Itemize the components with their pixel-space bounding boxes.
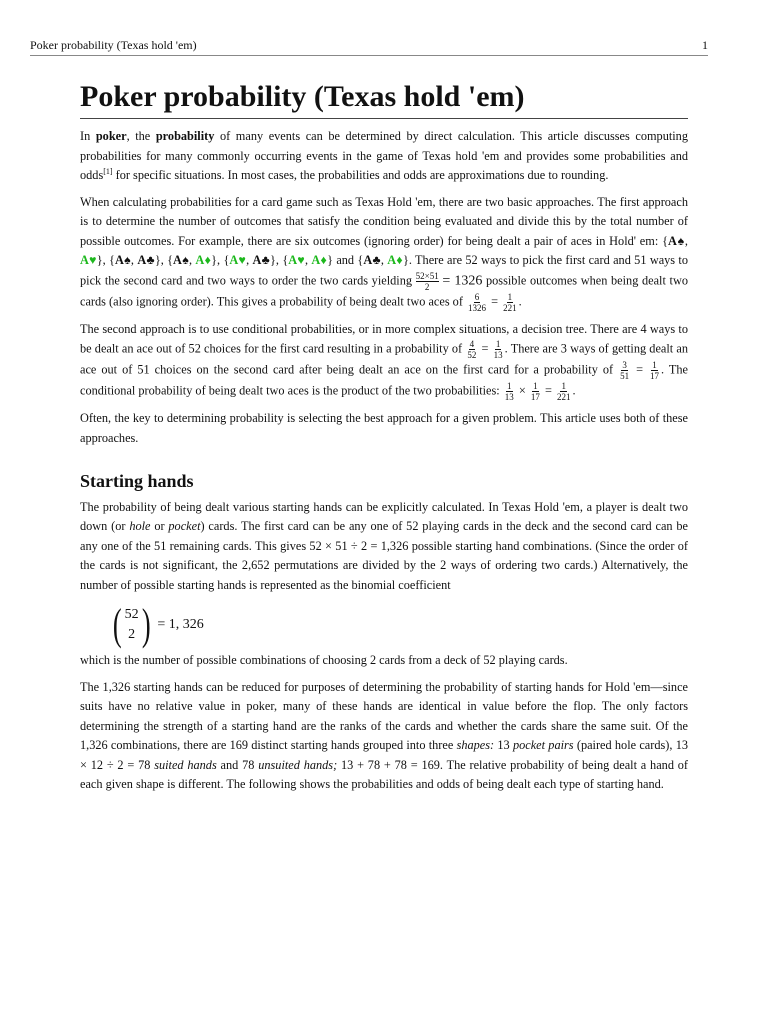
ace-pair: {A♥, A♦} bbox=[282, 253, 333, 267]
fraction: $\frac{1}{17}$ bbox=[530, 381, 540, 402]
fraction: $\frac{3}{51}$ bbox=[620, 360, 630, 381]
fraction: $\frac{4}{52}$ bbox=[467, 339, 477, 360]
ace-pair: {A♠, A♣} bbox=[109, 253, 161, 267]
ace-pair: {A♠, A♦} bbox=[167, 253, 218, 267]
fraction: $\frac{1}{13}$ bbox=[493, 339, 503, 360]
binomial-stack: 52 2 bbox=[124, 607, 139, 642]
binomial-coefficient bbox=[110, 600, 688, 649]
reference-1[interactable]: [1] bbox=[103, 166, 113, 176]
key-paragraph: Often, the key to determining probability is selecting the best approach for a given problem. This article uses both of these approaches. bbox=[80, 411, 688, 445]
ace-pair: {A♥, A♣} bbox=[223, 253, 276, 267]
fraction: $\frac{1}{13}$ bbox=[504, 381, 514, 402]
page-title: Poker probability (Texas hold 'em) bbox=[80, 80, 525, 113]
intro-paragraph: In poker, the probability of many events can be determined by direct calculation. This article discusses computing probabilities for many commonly occurring events in the game of Texas hold 'em and provides some probabilities and odds[1] for specific situations. In most cases, the probabilities and odds are approximations due to rounding. bbox=[80, 129, 688, 182]
fraction: $\frac{1}{221}$ bbox=[503, 291, 517, 313]
right-paren: ) bbox=[141, 600, 151, 649]
fraction: $\frac{1}{17}$ bbox=[650, 360, 660, 381]
starting-hands-paragraph: The probability of being dealt various starting hands can be explicitly calculated. In Texas Hold 'em, a player is dealt two down (or hole or pocket) cards. The first card can be any one of 52 playing cards in the deck and the second card can be any one of the 51 remaining cards. This gives 52 × 51 ÷ 2 = 1,326 possible starting hand combinations. (Since the order of the cards is not significant, the 2,652 permutations are divided by the 2 ways of ordering two cards.) Alternatively, the number of possible starting hands is represented as the binomial coefficient bbox=[80, 499, 688, 592]
left-paren: ( bbox=[112, 600, 122, 649]
running-header bbox=[30, 38, 708, 54]
probability-link[interactable]: probability bbox=[155, 129, 215, 143]
fraction: $\frac{1}{221}$ bbox=[556, 381, 571, 402]
page-number: 1 bbox=[702, 38, 708, 52]
section-heading-starting-hands: Starting hands bbox=[80, 471, 194, 491]
approach-paragraph: When calculating probabilities for a card game such as Texas Hold 'em, there are two basic approaches. The first approach is to determine the number of outcomes that satisfy the condition being evaluated and divide this by the total number of possible outcomes. For example, there are six outcomes (ignoring order) for being dealt a pair of aces in Hold' em: {A♠, A♥}, {A♠, A♣}, {A♠, A♦}, {A♥, A♣}, {A♥, A♦} and {A♣, A♦}. There are 52 ways to pick the first card and 51 ways to pick the second card and two ways to order the two cards yielding $\frac{52\times 51}{2}$ = 1326 possible outcomes when being dealt two cards (also ignoring order). This gives a probability of being dealt two aces of $\frac{6}{1326}$ = $\frac{1}{221}$ . bbox=[80, 194, 688, 313]
poker-link[interactable]: poker bbox=[95, 129, 127, 143]
title-divider bbox=[80, 118, 688, 119]
ace-pair: {A♠, A♥} bbox=[80, 233, 688, 267]
running-title: Poker probability (Texas hold 'em) bbox=[30, 38, 197, 52]
binomial-result: = 1, 326 bbox=[157, 617, 204, 633]
conditional-paragraph: The second approach is to use conditional probabilities, or in more complex situations, a decision tree. There are 4 ways to be dealt an ace out of 52 choices for the first card resulting in a probability of $\frac{4}{52}$ = $\frac{1}{13}$ . There are 3 ways of getting dealt an ace out of 51 choices on the second card after being dealt an ace on the first card for a probability of $\frac{3}{51}$ = $\frac{1}{17}$ . The conditional probability of being dealt two aces is the product of the two probabilities: $\frac{1}{13}$ × $\frac{1}{17}$ = $\frac{1}{221}$ . bbox=[80, 321, 688, 402]
ace-pair: {A♣, A♦} bbox=[357, 253, 409, 267]
shapes-paragraph: The 1,326 starting hands can be reduced for purposes of determining the probability of starting hands for Hold 'em—since suits have no relative value in poker, many of these hands are identical in value before the flop. The only factors determining the strength of a starting hand are the ranks of the cards and whether the cards share the same suit. Of the 1,326 combinations, there are 169 distinct starting hands grouped into three shapes: 13 pocket pairs (paired hole cards), 13 × 12 ÷ 2 = 78 suited hands and 78 unsuited hands; 13 + 78 + 78 = 169. The relative probability of being dealt a hand of each given shape is different. The following shows the probabilities and odds of being dealt each type of starting hand. bbox=[80, 679, 689, 791]
combinations-paragraph: which is the number of possible combinations of choosing 2 cards from a deck of 52 playing cards. bbox=[80, 653, 568, 667]
article-body bbox=[80, 127, 688, 802]
header-divider bbox=[30, 55, 708, 56]
fraction: $\frac{6}{1326}$ bbox=[468, 291, 486, 313]
fraction: $\frac{52\times 51}{2}$ bbox=[415, 270, 439, 292]
